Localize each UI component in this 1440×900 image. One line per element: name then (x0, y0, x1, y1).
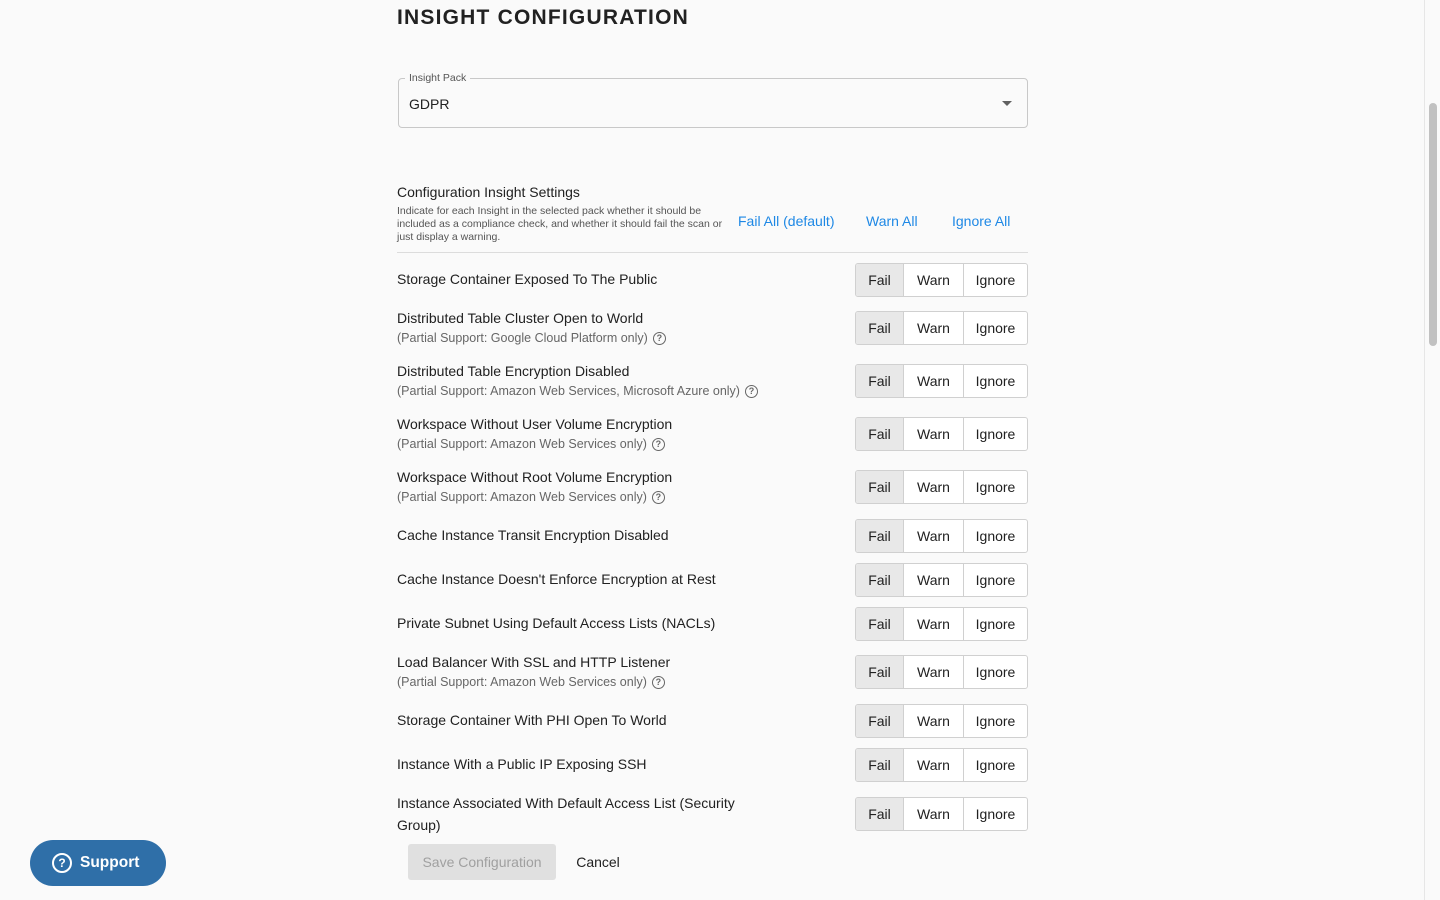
insight-subtitle (397, 437, 665, 451)
ignore-toggle[interactable]: Ignore (963, 564, 1027, 596)
warn-toggle[interactable]: Warn (903, 705, 963, 737)
insight-title: Distributed Table Encryption Disabled (397, 363, 630, 379)
insight-toggle-group (855, 563, 1028, 597)
insight-toggle-group (855, 704, 1028, 738)
caret-down-icon (1002, 101, 1012, 106)
fail-toggle[interactable]: Fail (856, 418, 903, 450)
warn-toggle[interactable]: Warn (903, 365, 963, 397)
partial-support-text: (Partial Support: Amazon Web Services only) (397, 675, 647, 689)
fail-toggle[interactable]: Fail (856, 608, 903, 640)
insight-pack-value: GDPR (409, 96, 450, 112)
insight-title: Instance With a Public IP Exposing SSH (397, 756, 647, 772)
ignore-toggle[interactable]: Ignore (963, 365, 1027, 397)
insight-subtitle (397, 675, 665, 689)
insight-title: Cache Instance Doesn't Enforce Encryption at Rest (397, 571, 716, 587)
insight-subtitle (397, 490, 665, 504)
settings-description: Indicate for each Insight in the selected pack whether it should be included as a compliance check, and whether it should fail the scan or just display a warning. (397, 205, 723, 243)
support-button[interactable] (30, 840, 166, 886)
insight-title: Workspace Without User Volume Encryption (397, 416, 673, 432)
warn-all-link[interactable]: Warn All (866, 213, 918, 229)
insight-title: Workspace Without Root Volume Encryption (397, 469, 673, 485)
insight-subtitle (397, 331, 666, 345)
warn-toggle[interactable]: Warn (903, 656, 963, 688)
question-circle-icon[interactable]: ? (652, 491, 665, 504)
warn-toggle[interactable]: Warn (903, 608, 963, 640)
insight-pack-select[interactable] (398, 72, 1028, 128)
fail-toggle[interactable]: Fail (856, 798, 903, 830)
ignore-toggle[interactable]: Ignore (963, 608, 1027, 640)
insight-toggle-group (855, 519, 1028, 553)
ignore-toggle[interactable]: Ignore (963, 656, 1027, 688)
partial-support-text: (Partial Support: Amazon Web Services only) (397, 490, 647, 504)
partial-support-text: (Partial Support: Google Cloud Platform only) (397, 331, 648, 345)
fail-toggle[interactable]: Fail (856, 520, 903, 552)
divider (397, 252, 1028, 253)
ignore-toggle[interactable]: Ignore (963, 264, 1027, 296)
warn-toggle[interactable]: Warn (903, 418, 963, 450)
insight-toggle-group (855, 364, 1028, 398)
insight-toggle-group (855, 748, 1028, 782)
fail-toggle[interactable]: Fail (856, 564, 903, 596)
insight-title: Instance Associated With Default Access List (Security Group) (397, 795, 735, 833)
question-circle-icon[interactable]: ? (653, 332, 666, 345)
warn-toggle[interactable]: Warn (903, 264, 963, 296)
ignore-toggle[interactable]: Ignore (963, 798, 1027, 830)
warn-toggle[interactable]: Warn (903, 471, 963, 503)
partial-support-text: (Partial Support: Amazon Web Services, Microsoft Azure only) (397, 384, 740, 398)
fail-all-link[interactable]: Fail All (default) (738, 213, 835, 229)
warn-toggle[interactable]: Warn (903, 564, 963, 596)
ignore-toggle[interactable]: Ignore (963, 312, 1027, 344)
insight-toggle-group (855, 263, 1028, 297)
fail-toggle[interactable]: Fail (856, 656, 903, 688)
insight-toggle-group (855, 417, 1028, 451)
fail-toggle[interactable]: Fail (856, 264, 903, 296)
warn-toggle[interactable]: Warn (903, 312, 963, 344)
support-label: Support (80, 854, 140, 871)
insight-subtitle (397, 384, 758, 398)
page-title: INSIGHT CONFIGURATION (397, 6, 689, 29)
scrollbar-thumb[interactable] (1429, 103, 1437, 346)
insight-title: Distributed Table Cluster Open to World (397, 310, 644, 326)
insight-title: Storage Container Exposed To The Public (397, 271, 658, 287)
insight-title: Storage Container With PHI Open To World (397, 712, 667, 728)
ignore-toggle[interactable]: Ignore (963, 471, 1027, 503)
ignore-all-link[interactable]: Ignore All (952, 213, 1011, 229)
settings-title: Configuration Insight Settings (397, 184, 580, 200)
fail-toggle[interactable]: Fail (856, 365, 903, 397)
ignore-toggle[interactable]: Ignore (963, 705, 1027, 737)
fail-toggle[interactable]: Fail (856, 749, 903, 781)
insight-toggle-group (855, 655, 1028, 689)
insight-title: Private Subnet Using Default Access Lists (NACLs) (397, 615, 716, 631)
fail-toggle[interactable]: Fail (856, 312, 903, 344)
fail-toggle[interactable]: Fail (856, 705, 903, 737)
warn-toggle[interactable]: Warn (903, 520, 963, 552)
question-circle-icon: ? (52, 853, 72, 873)
insight-toggle-group (855, 607, 1028, 641)
insight-title: Load Balancer With SSL and HTTP Listener (397, 654, 671, 670)
ignore-toggle[interactable]: Ignore (963, 749, 1027, 781)
insight-pack-label: Insight Pack (405, 72, 470, 84)
insight-title: Cache Instance Transit Encryption Disabled (397, 527, 669, 543)
question-circle-icon[interactable]: ? (652, 438, 665, 451)
ignore-toggle[interactable]: Ignore (963, 418, 1027, 450)
insight-toggle-group (855, 311, 1028, 345)
warn-toggle[interactable]: Warn (903, 749, 963, 781)
fail-toggle[interactable]: Fail (856, 471, 903, 503)
partial-support-text: (Partial Support: Amazon Web Services only) (397, 437, 647, 451)
scrollbar[interactable] (1424, 0, 1440, 900)
question-circle-icon[interactable]: ? (652, 676, 665, 689)
ignore-toggle[interactable]: Ignore (963, 520, 1027, 552)
warn-toggle[interactable]: Warn (903, 798, 963, 830)
insight-toggle-group (855, 797, 1028, 831)
cancel-button[interactable]: Cancel (566, 844, 630, 880)
insight-toggle-group (855, 470, 1028, 504)
question-circle-icon[interactable]: ? (745, 385, 758, 398)
save-configuration-button[interactable]: Save Configuration (408, 844, 556, 880)
